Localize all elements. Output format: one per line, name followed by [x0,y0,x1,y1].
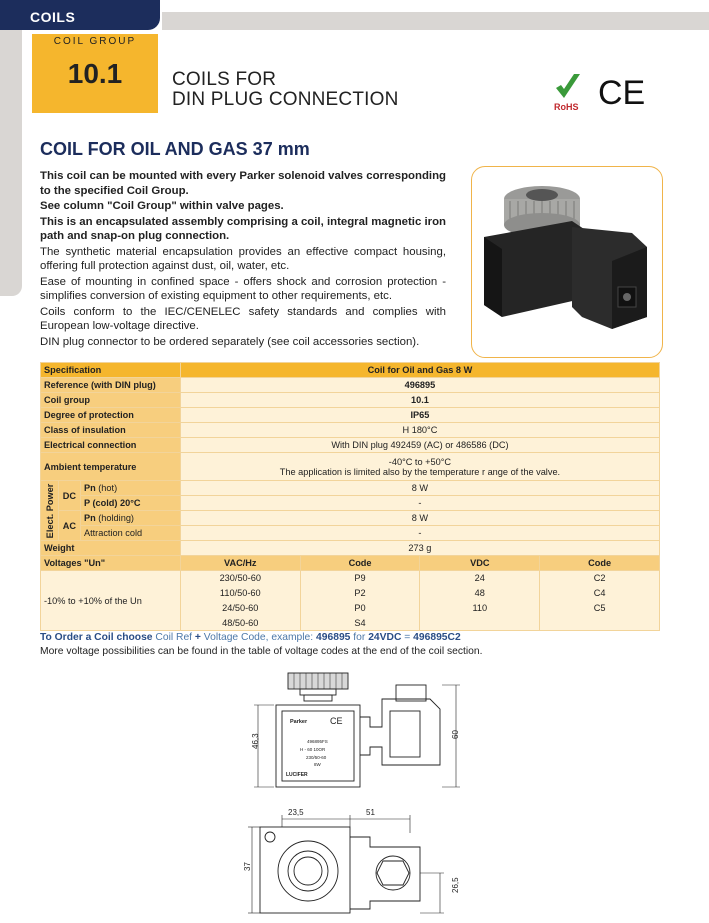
power-vertical-text: Elect. Power [45,483,55,538]
desc-para-7: DIN plug connector to be ordered separately (see coil accessories section). [40,335,420,348]
order-voltage-code: Voltage Code [203,632,266,643]
row-value: H 180°C [180,423,659,438]
header-bar [162,12,709,30]
row-label: Voltages "Un" [41,556,181,571]
row-value: 273 g [180,541,659,556]
voltage-header-row [41,556,660,571]
drawing-label-ref: 496895FS [307,739,328,744]
drawing-label-h: H - 60 10OR [300,747,326,752]
vdc-code: C2 [540,571,660,586]
vac-value: 110/50-60 [180,586,300,601]
dim-23: 23,5 [288,808,304,817]
drawing-label-w: 8W [314,762,321,767]
product-photo-frame [471,166,663,358]
table-header-row [41,363,660,378]
col-code-ac: Code [300,556,420,571]
dim-51: 51 [366,808,375,817]
row-label: Electrical connection [41,438,181,453]
order-example-ref: 496895 [316,632,351,643]
order-example-result: 496895C2 [413,632,461,643]
desc-para-2: See column "Coil Group" within valve pages. [40,200,284,212]
dim-37: 37 [243,862,252,871]
order-prefix: To Order a Coil choose [40,632,153,643]
dim-total: 60 [451,730,460,739]
pn-symbol: Pn [83,483,96,493]
vdc-value: 24 [420,571,540,586]
table-row [41,423,660,438]
row-label: Ambient temperature [41,453,181,481]
tolerance-label: -10% to +10% of the Un [41,571,181,631]
more-voltages-note: More voltage possibilities can be found in the table of voltage codes at the end of the coil section. [40,646,483,657]
vdc-value: 110 [420,601,540,616]
dim-height: 46,3 [251,733,260,749]
ambient-range: -40°C to +50°C [388,456,452,467]
order-equals: = [404,632,411,643]
side-band [0,0,22,296]
order-coil-ref: Coil Ref [155,632,193,643]
table-row [41,378,660,393]
table-row [41,496,660,511]
order-example-voltage: 24VDC [368,632,402,643]
group-number: 10.1 [67,58,123,89]
product-heading: COIL FOR OIL AND GAS 37 mm [40,139,310,159]
row-label: Degree of protection [41,408,181,423]
table-row [41,541,660,556]
table-row [41,408,660,423]
power-group-label [41,481,59,541]
pn-holding-text: (holding) [95,513,134,523]
table-row [41,393,660,408]
vac-value: 230/50-60 [180,571,300,586]
order-plus: + [194,632,201,643]
coil-photo-image [472,167,662,357]
row-value: - [180,496,659,511]
vdc-value: 48 [420,586,540,601]
row-label: Attraction cold [80,526,180,541]
pn-hot-text: (hot) [95,483,118,493]
group-label: COIL GROUP [53,36,137,47]
value-header: Coil for Oil and Gas 8 W [180,363,659,378]
row-label: Coil group [41,393,181,408]
spec-header: Specification [41,363,181,378]
drawing-label-brand: Parker [290,719,308,725]
section-label: COILS [30,9,76,25]
section-tab [0,0,160,30]
order-instructions [40,632,461,643]
drawing-label-lucifer: LUCIFER [286,772,308,778]
col-vdc: VDC [420,556,540,571]
ac-label: AC [58,511,80,541]
vdc-code: C5 [540,601,660,616]
row-label [80,481,180,496]
table-row [41,481,660,496]
row-value [180,453,659,481]
desc-para-6: Coils conform to the IEC/CENELEC safety standards and complies with European low-voltage directive. [40,305,446,332]
desc-para-3: This is an encapsulated assembly comprising a coil, integral magnetic iron path and snap-on plug connection. [40,215,446,242]
desc-para-4: The synthetic material encapsulation provides an effective compact housing, offering full protection against dust, oil, water, etc. [40,245,446,272]
col-code-dc: Code [540,556,660,571]
vdc-value [420,616,540,631]
pn-symbol: Pn [83,513,96,523]
rohs-check-icon [556,74,580,98]
table-row [41,438,660,453]
certification-logos [554,68,674,112]
description [40,169,446,350]
table-row [41,453,660,481]
row-label: Class of insulation [41,423,181,438]
row-value: 8 W [180,481,659,496]
desc-para-5: Ease of mounting in confined space - offers shock and corrosion protection - simplifies conversion of existing equipment to other requirements, etc. [40,275,446,302]
vac-value: 24/50-60 [180,601,300,616]
dim-26: 26,5 [451,877,460,893]
col-vac: VAC/Hz [180,556,300,571]
page-title-line1: COILS FOR [172,69,277,90]
vac-code: P2 [300,586,420,601]
vac-code: S4 [300,616,420,631]
row-value: With DIN plug 492459 (AC) or 486586 (DC) [180,438,659,453]
technical-drawing [230,665,480,923]
voltage-row [41,571,660,586]
row-label: P (cold) 20°C [80,496,180,511]
row-value: IP65 [180,408,659,423]
table-row [41,526,660,541]
desc-para-1: This coil can be mounted with every Parker solenoid valves corresponding to the specified Coil Group. [40,170,446,197]
order-example-word: , example: [265,632,314,643]
row-value: - [180,526,659,541]
vac-code: P9 [300,571,420,586]
vdc-code [540,616,660,631]
ambient-note: The application is limited also by the temperature r ange of the valve. [279,466,561,477]
page-title-line2: DIN PLUG CONNECTION [172,89,399,110]
row-value: 496895 [180,378,659,393]
row-label: Weight [41,541,181,556]
row-label [80,511,180,526]
row-value: 8 W [180,511,659,526]
vdc-code: C4 [540,586,660,601]
row-value: 10.1 [180,393,659,408]
dc-label: DC [58,481,80,511]
vac-code: P0 [300,601,420,616]
drawing-label-v: 230/50-60 [306,755,327,760]
table-row [41,511,660,526]
rohs-label: RoHS [554,102,579,112]
vac-value: 48/50-60 [180,616,300,631]
ce-mark: CE [598,74,646,112]
drawing-label-ce: CE [330,716,343,726]
order-for: for [353,632,366,643]
row-label: Reference (with DIN plug) [41,378,181,393]
specification-table [40,362,660,631]
